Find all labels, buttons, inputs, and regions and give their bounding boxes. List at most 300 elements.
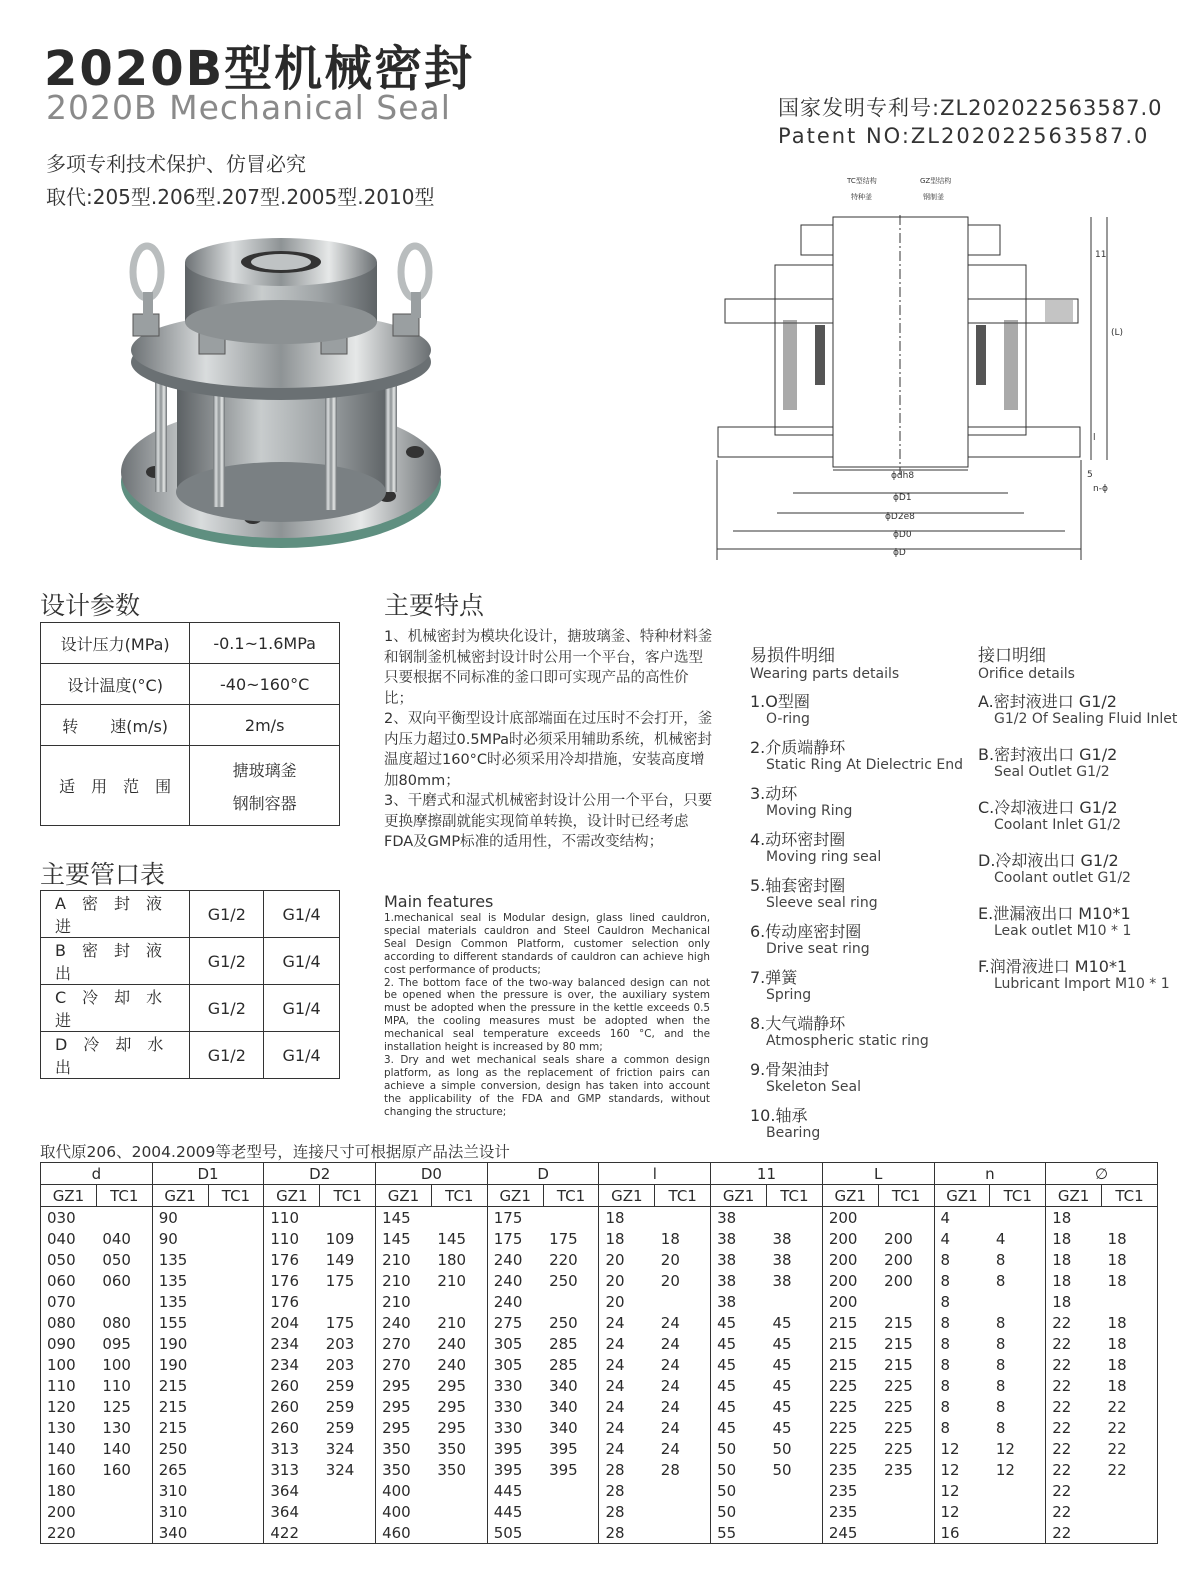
table-row (41, 1354, 1158, 1375)
table-cell: 45 (766, 1354, 822, 1375)
table-cell (766, 1291, 822, 1312)
table-cell: 24 (599, 1312, 655, 1333)
table-cell: 8 (934, 1249, 990, 1270)
item-en: Drive seat ring (766, 941, 870, 957)
table-cell: 145 (431, 1228, 487, 1249)
param-label: 转 速(m/s) (41, 705, 190, 746)
table-cell: 215 (152, 1396, 208, 1417)
table-cell: 090 (41, 1333, 97, 1354)
table-cell: 100 (96, 1354, 152, 1375)
table-cell (543, 1501, 599, 1522)
table-row (41, 891, 340, 938)
list-item (978, 798, 1193, 834)
list-item (978, 745, 1193, 781)
table-cell (878, 1207, 934, 1229)
item-cn: B.密封液出口 G1/2 (978, 745, 1118, 764)
features-heading: 主要特点 (384, 591, 485, 620)
table-cell: 22 (1046, 1459, 1102, 1480)
table-cell: 8 (934, 1375, 990, 1396)
feature-1: 1、机械密封为模块化设计，搪玻璃釜、特种材料釜和钢制釜机械密封设计时公用一个平台，客户选型只要根据不同标准的釜口即可实现产品的高性价比； (384, 629, 713, 707)
table-row (41, 1228, 1158, 1249)
column-subheader: TC1 (1102, 1185, 1158, 1207)
table-row (41, 1249, 1158, 1270)
table-cell: 210 (376, 1270, 432, 1291)
item-en: Coolant outlet G1/2 (994, 870, 1131, 886)
table-row (41, 1333, 1158, 1354)
table-cell: 4 (990, 1228, 1046, 1249)
table-cell: 285 (543, 1333, 599, 1354)
orifice-heading-en: Orifice details (978, 666, 1075, 682)
table-cell: 50 (711, 1459, 767, 1480)
table-cell: 350 (376, 1438, 432, 1459)
column-subheader: GZ1 (711, 1185, 767, 1207)
table-cell: 8 (934, 1417, 990, 1438)
table-cell (208, 1207, 264, 1229)
param-value: -40~160°C (190, 664, 340, 705)
table-cell: 12 (934, 1438, 990, 1459)
table-cell: 395 (487, 1438, 543, 1459)
table-cell: 38 (711, 1228, 767, 1249)
table-cell: 350 (376, 1459, 432, 1480)
list-item (750, 830, 980, 866)
column-group-header: d (41, 1163, 153, 1185)
column-subheader: TC1 (96, 1185, 152, 1207)
table-cell: 12 (934, 1459, 990, 1480)
table-cell: 45 (711, 1312, 767, 1333)
table-cell: 050 (41, 1249, 97, 1270)
table-cell: 8 (990, 1270, 1046, 1291)
pipe-size-b: G1/4 (264, 1032, 340, 1079)
table-cell: 210 (431, 1270, 487, 1291)
table-cell: 18 (1046, 1228, 1102, 1249)
table-cell: 250 (152, 1438, 208, 1459)
table-cell: 8 (934, 1333, 990, 1354)
table-cell: 22 (1046, 1333, 1102, 1354)
table-cell: 22 (1046, 1480, 1102, 1501)
table-cell: 155 (152, 1312, 208, 1333)
table-cell: 200 (878, 1249, 934, 1270)
pipes-table (40, 890, 340, 1079)
features-en-heading: Main features (384, 892, 494, 911)
table-cell: 235 (822, 1459, 878, 1480)
table-cell (543, 1522, 599, 1544)
table-cell: 240 (431, 1333, 487, 1354)
dim-l-total: (L) (1111, 328, 1124, 338)
table-cell: 135 (152, 1270, 208, 1291)
list-item (750, 784, 980, 820)
table-cell: 145 (376, 1207, 432, 1229)
param-label: 适 用 范 围 (41, 746, 190, 826)
table-cell: 8 (990, 1354, 1046, 1375)
table-cell (320, 1291, 376, 1312)
table-cell: 260 (264, 1417, 320, 1438)
table-cell: 270 (376, 1333, 432, 1354)
table-cell: 8 (990, 1375, 1046, 1396)
table-cell: 364 (264, 1501, 320, 1522)
table-cell: 200 (878, 1270, 934, 1291)
table-cell: 130 (96, 1417, 152, 1438)
table-cell: 305 (487, 1333, 543, 1354)
table-cell (655, 1480, 711, 1501)
table-cell: 275 (487, 1312, 543, 1333)
table-cell: 225 (878, 1396, 934, 1417)
table-cell: 24 (655, 1312, 711, 1333)
table-cell: 8 (990, 1417, 1046, 1438)
table-cell: 225 (822, 1417, 878, 1438)
table-cell (878, 1522, 934, 1544)
table-cell: 313 (264, 1438, 320, 1459)
table-cell: 313 (264, 1459, 320, 1480)
table-cell (208, 1501, 264, 1522)
wearing-parts-list (750, 641, 980, 1152)
dim-11: 11 (1095, 250, 1107, 260)
table-cell: 109 (320, 1228, 376, 1249)
table-cell: 38 (766, 1270, 822, 1291)
table-cell (990, 1501, 1046, 1522)
column-subheader: GZ1 (264, 1185, 320, 1207)
item-cn: 8.大气端静环 (750, 1014, 846, 1033)
table-cell: 215 (152, 1417, 208, 1438)
table-cell (543, 1480, 599, 1501)
wearing-heading-en: Wearing parts details (750, 666, 900, 682)
table-cell (655, 1207, 711, 1229)
item-cn: F.润滑液进口 M10*1 (978, 957, 1128, 976)
table-cell: 220 (543, 1249, 599, 1270)
column-subheader: GZ1 (599, 1185, 655, 1207)
table-cell: 8 (934, 1396, 990, 1417)
table-cell: 8 (990, 1312, 1046, 1333)
table-cell: 18 (1102, 1354, 1158, 1375)
table-cell: 24 (655, 1333, 711, 1354)
table-cell: 330 (487, 1375, 543, 1396)
table-row (41, 1417, 1158, 1438)
table-cell: 28 (599, 1459, 655, 1480)
table-cell: 215 (878, 1333, 934, 1354)
table-cell: 135 (152, 1249, 208, 1270)
table-cell: 340 (543, 1417, 599, 1438)
list-item (750, 876, 980, 912)
table-cell (208, 1333, 264, 1354)
item-en: G1/2 Of Sealing Fluid Inlet (994, 711, 1178, 727)
table-cell: 22 (1102, 1459, 1158, 1480)
table-cell: 160 (41, 1459, 97, 1480)
table-cell: 24 (599, 1396, 655, 1417)
item-cn: 4.动环密封圈 (750, 830, 846, 849)
table-cell: 395 (487, 1459, 543, 1480)
column-group-header: D1 (152, 1163, 264, 1185)
table-row (41, 746, 340, 826)
table-cell: 18 (1102, 1375, 1158, 1396)
table-cell: 45 (711, 1333, 767, 1354)
dim-dh8: ϕdh8 (891, 471, 915, 481)
table-cell: 38 (711, 1207, 767, 1229)
table-cell (320, 1501, 376, 1522)
dim-d: ϕD (893, 548, 906, 558)
column-group-header: D2 (264, 1163, 376, 1185)
table-cell: 095 (96, 1333, 152, 1354)
params-heading: 设计参数 (40, 591, 141, 620)
list-item (978, 692, 1193, 728)
table-cell (96, 1291, 152, 1312)
table-cell: 50 (766, 1438, 822, 1459)
table-cell (96, 1522, 152, 1544)
table-cell (208, 1396, 264, 1417)
table-cell (320, 1480, 376, 1501)
table-cell: 8 (934, 1291, 990, 1312)
table-cell: 24 (655, 1417, 711, 1438)
item-en: Static Ring At Dielectric End (766, 757, 963, 773)
table-row (41, 705, 340, 746)
table-cell: 22 (1046, 1312, 1102, 1333)
dim-n-phi: n-ϕ (1093, 484, 1108, 494)
table-cell: 395 (543, 1438, 599, 1459)
table-cell: 8 (990, 1249, 1046, 1270)
table-cell: 210 (376, 1249, 432, 1270)
item-cn: D.冷却液出口 G1/2 (978, 851, 1119, 870)
column-group-header: D0 (376, 1163, 488, 1185)
table-cell: 12 (934, 1501, 990, 1522)
table-cell: 18 (1046, 1207, 1102, 1229)
table-cell: 4 (934, 1228, 990, 1249)
item-en: Leak outlet M10 * 1 (994, 923, 1132, 939)
table-cell: 45 (766, 1312, 822, 1333)
list-item (750, 738, 980, 774)
table-cell: 200 (822, 1291, 878, 1312)
item-en: Moving Ring (766, 803, 853, 819)
features-cn (384, 627, 716, 853)
table-cell (990, 1480, 1046, 1501)
table-cell: 175 (543, 1228, 599, 1249)
table-cell: 259 (320, 1396, 376, 1417)
pipe-size-a: G1/2 (190, 938, 264, 985)
dim-d2e8: ϕD2e8 (885, 512, 915, 522)
table-cell: 149 (320, 1249, 376, 1270)
table-cell: 215 (822, 1333, 878, 1354)
drawing-label-tc: TC型结构 (847, 177, 877, 185)
table-cell: 235 (878, 1459, 934, 1480)
table-cell: 20 (599, 1270, 655, 1291)
item-cn: C.冷却液进口 G1/2 (978, 798, 1118, 817)
column-subheader: TC1 (990, 1185, 1046, 1207)
table-cell: 210 (376, 1291, 432, 1312)
table-cell: 340 (152, 1522, 208, 1544)
pipe-size-b: G1/4 (264, 891, 340, 938)
table-cell: 215 (822, 1354, 878, 1375)
table-cell (431, 1501, 487, 1522)
feature-3: 3、干磨式和湿式机械密封设计公用一个平台，只要更换摩擦副就能实现简单转换，设计时已经考虑FDA及GMP标准的适用性，不需改变结构； (384, 793, 713, 850)
table-cell: 295 (431, 1396, 487, 1417)
table-cell: 24 (655, 1438, 711, 1459)
table-cell: 45 (711, 1417, 767, 1438)
table-cell: 225 (822, 1375, 878, 1396)
table-cell (655, 1522, 711, 1544)
table-cell: 45 (711, 1396, 767, 1417)
pipe-name: C 冷 却 水 进 (41, 985, 190, 1032)
table-cell: 22 (1102, 1417, 1158, 1438)
table-cell: 250 (543, 1270, 599, 1291)
param-label: 设计压力(MPa) (41, 623, 190, 664)
table-cell: 8 (990, 1396, 1046, 1417)
table-cell: 175 (487, 1207, 543, 1229)
table-row (41, 985, 340, 1032)
column-group-header: ∅ (1046, 1163, 1158, 1185)
column-subheader: GZ1 (41, 1185, 97, 1207)
drawing-label-gz2: 钢制釜 (923, 193, 944, 201)
table-cell: 18 (1102, 1228, 1158, 1249)
column-subheader: GZ1 (152, 1185, 208, 1207)
table-cell: 22 (1046, 1354, 1102, 1375)
param-label: 设计温度(°C) (41, 664, 190, 705)
table-cell: 45 (711, 1354, 767, 1375)
table-cell: 285 (543, 1354, 599, 1375)
table-cell: 55 (711, 1522, 767, 1544)
table-cell: 28 (655, 1459, 711, 1480)
table-cell: 240 (376, 1312, 432, 1333)
table-cell (431, 1480, 487, 1501)
table-cell: 180 (41, 1480, 97, 1501)
table-cell (655, 1501, 711, 1522)
item-en: Moving ring seal (766, 849, 882, 865)
table-cell (208, 1354, 264, 1375)
table-cell: 234 (264, 1354, 320, 1375)
item-en: Sleeve seal ring (766, 895, 878, 911)
column-group-header: D (487, 1163, 599, 1185)
table-cell: 18 (1102, 1270, 1158, 1291)
pipe-size-a: G1/2 (190, 1032, 264, 1079)
table-cell: 38 (711, 1249, 767, 1270)
table-cell (878, 1291, 934, 1312)
item-cn: A.密封液进口 G1/2 (978, 692, 1117, 711)
dimension-note: 取代原206、2004.2009等老型号，连接尺寸可根据原产品法兰设计 (40, 1143, 510, 1161)
table-cell: 400 (376, 1480, 432, 1501)
table-cell: 400 (376, 1501, 432, 1522)
table-cell: 070 (41, 1291, 97, 1312)
dim-l: l (1093, 433, 1096, 443)
table-cell: 260 (264, 1396, 320, 1417)
table-cell: 295 (376, 1396, 432, 1417)
table-cell: 225 (878, 1375, 934, 1396)
table-cell (543, 1207, 599, 1229)
table-cell: 22 (1046, 1375, 1102, 1396)
table-cell (655, 1291, 711, 1312)
list-item (978, 851, 1193, 887)
table-cell: 16 (934, 1522, 990, 1544)
table-cell (208, 1438, 264, 1459)
table-cell (990, 1207, 1046, 1229)
dim-5: 5 (1087, 470, 1093, 480)
table-cell: 445 (487, 1501, 543, 1522)
table-cell: 245 (822, 1522, 878, 1544)
table-cell: 22 (1046, 1417, 1102, 1438)
param-value (190, 746, 340, 826)
table-cell: 225 (822, 1396, 878, 1417)
item-cn: E.泄漏液出口 M10*1 (978, 904, 1131, 923)
table-cell: 295 (376, 1417, 432, 1438)
table-cell: 24 (599, 1375, 655, 1396)
cross-section-drawing (715, 175, 1125, 567)
table-cell: 8 (934, 1354, 990, 1375)
table-cell: 22 (1046, 1522, 1102, 1544)
table-cell (208, 1291, 264, 1312)
item-en: Spring (766, 987, 812, 1003)
table-cell: 28 (599, 1522, 655, 1544)
wearing-heading-cn: 易损件明细 (750, 646, 835, 666)
table-cell: 364 (264, 1480, 320, 1501)
table-cell (990, 1291, 1046, 1312)
table-cell: 18 (1102, 1312, 1158, 1333)
table-cell: 200 (822, 1249, 878, 1270)
table-cell: 45 (766, 1417, 822, 1438)
table-row (41, 1207, 1158, 1229)
table-cell: 350 (431, 1459, 487, 1480)
table-cell: 270 (376, 1354, 432, 1375)
table-row (41, 938, 340, 985)
table-cell: 204 (264, 1312, 320, 1333)
table-cell: 135 (152, 1291, 208, 1312)
list-item (750, 692, 980, 728)
table-cell: 22 (1046, 1438, 1102, 1459)
table-cell: 38 (766, 1249, 822, 1270)
table-cell: 18 (599, 1228, 655, 1249)
drawing-label-gz: GZ型结构 (920, 177, 952, 185)
table-cell: 505 (487, 1522, 543, 1544)
table-cell: 24 (655, 1354, 711, 1375)
table-cell (878, 1480, 934, 1501)
table-cell: 24 (599, 1417, 655, 1438)
table-cell: 060 (96, 1270, 152, 1291)
item-en: Lubricant Import M10 * 1 (994, 976, 1170, 992)
page-subtitle-en: 2020B Mechanical Seal (46, 88, 451, 127)
column-group-header: 11 (711, 1163, 823, 1185)
table-cell: 225 (878, 1417, 934, 1438)
table-row (41, 1522, 1158, 1544)
pipes-heading: 主要管口表 (40, 860, 166, 889)
table-cell: 350 (431, 1438, 487, 1459)
table-cell: 240 (487, 1270, 543, 1291)
table-cell: 50 (711, 1501, 767, 1522)
table-cell: 110 (96, 1375, 152, 1396)
table-cell: 38 (711, 1291, 767, 1312)
table-cell (878, 1501, 934, 1522)
table-cell: 50 (711, 1480, 767, 1501)
feature-en-1: 1.mechanical seal is Modular design, glass lined cauldron, special materials cauldron and Steel Cauldron Mechanical Seal Design Common Platform, customer selection only according to different standards of cauldron can achieve high cost performance of products; (384, 912, 710, 976)
table-cell: 340 (543, 1396, 599, 1417)
item-cn: 6.传动座密封圈 (750, 922, 862, 941)
table-row (41, 1480, 1158, 1501)
table-cell: 215 (822, 1312, 878, 1333)
table-cell: 040 (41, 1228, 97, 1249)
table-cell: 295 (376, 1375, 432, 1396)
table-cell: 200 (822, 1228, 878, 1249)
table-cell: 18 (1102, 1333, 1158, 1354)
table-cell: 120 (41, 1396, 97, 1417)
table-cell: 28 (599, 1480, 655, 1501)
table-cell: 295 (431, 1375, 487, 1396)
table-cell: 110 (264, 1228, 320, 1249)
table-cell (1102, 1480, 1158, 1501)
table-cell: 324 (320, 1459, 376, 1480)
table-cell: 395 (543, 1459, 599, 1480)
table-cell (96, 1501, 152, 1522)
table-cell (431, 1522, 487, 1544)
pipe-name: D 冷 却 水 出 (41, 1032, 190, 1079)
table-cell: 38 (711, 1270, 767, 1291)
table-cell: 040 (96, 1228, 152, 1249)
table-cell: 030 (41, 1207, 97, 1229)
table-cell: 24 (599, 1333, 655, 1354)
table-cell: 130 (41, 1417, 97, 1438)
orifice-list (978, 641, 1193, 1010)
